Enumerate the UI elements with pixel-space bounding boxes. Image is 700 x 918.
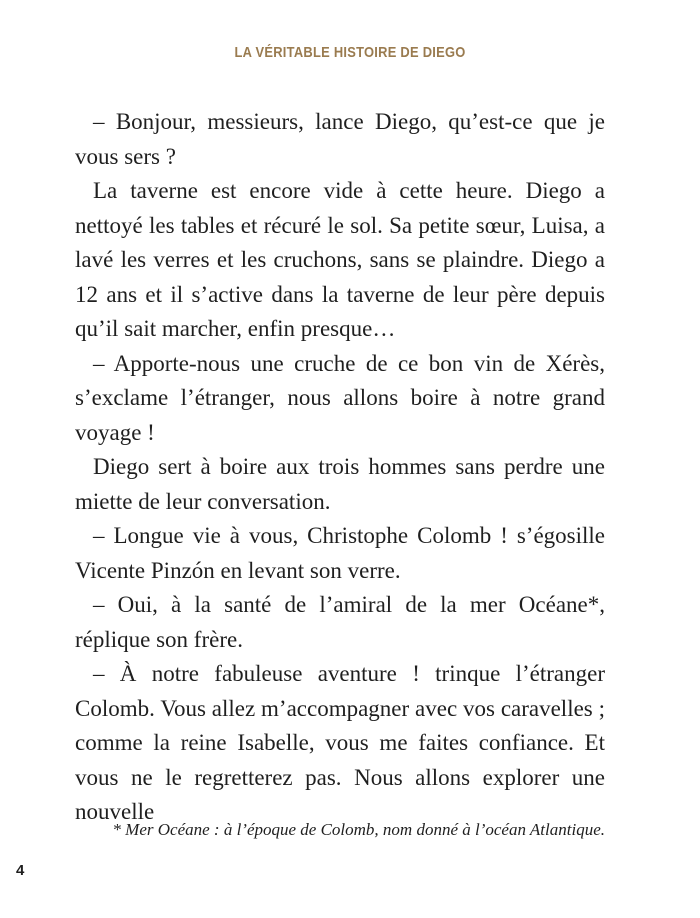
footnote: * Mer Océane : à l’époque de Colomb, nom donné à l’océan Atlantique.	[112, 820, 605, 839]
paragraph-5: – Longue vie à vous, Christophe Colomb ! s’égosille Vicente Pinzón en levant son verre.	[75, 523, 605, 583]
paragraph-3: – Apporte-nous une cruche de ce bon vin de Xérès, s’exclame l’étranger, nous allons boire à notre grand voyage !	[75, 350, 605, 445]
page-body	[75, 105, 605, 830]
paragraph-1: – Bonjour, messieurs, lance Diego, qu’est-ce que je vous sers ?	[75, 109, 605, 169]
page-number: 4	[16, 862, 25, 879]
paragraph-4: Diego sert à boire aux trois hommes sans perdre une miette de leur conversation.	[75, 454, 605, 514]
paragraph-6: – Oui, à la santé de l’amiral de la mer Océane*, réplique son frère.	[75, 592, 605, 652]
paragraph-7: – À notre fabuleuse aventure ! trinque l’étranger Colomb. Vous allez m’accompagner avec vos caravelles ; comme la reine Isabelle, vous me faites confiance. Et vous ne le regretterez pas. Nous allons explorer une nouvelle	[75, 661, 605, 824]
running-header-title: LA VÉRITABLE HISTOIRE DE DIEGO	[234, 44, 466, 61]
paragraph-2: La taverne est encore vide à cette heure. Diego a nettoyé les tables et récuré le sol. Sa petite sœur, Luisa, a lavé les verres et les cruchons, sans se plaindre. Diego a 12 ans et il s’active dans la taverne de leur père depuis qu’il sait marcher, enfin presque…	[75, 178, 605, 341]
